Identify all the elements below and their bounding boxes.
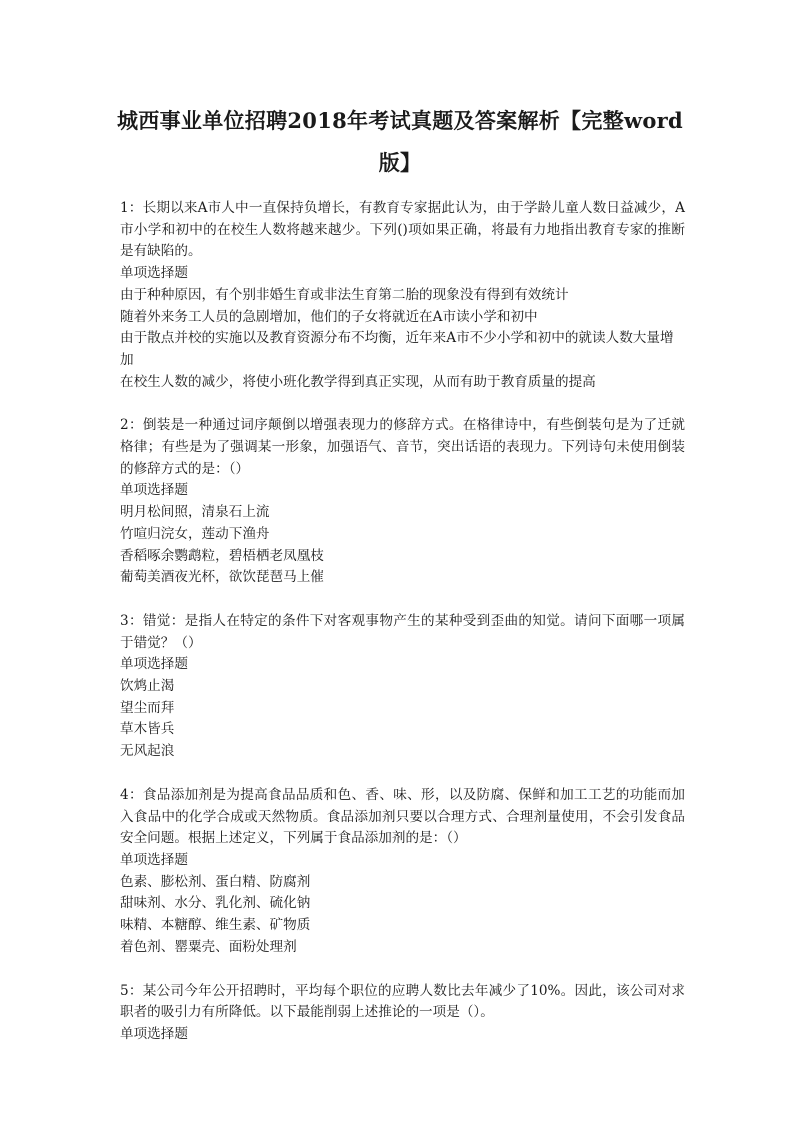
- question-list: [120, 198, 685, 1068]
- option-c: 香稻啄余鹦鹉粒，碧梧栖老凤凰枝: [120, 547, 324, 564]
- option-b: 竹喧归浣女，莲动下渔舟: [120, 525, 270, 542]
- option-d: 葡萄美酒夜光杯，欲饮琵琶马上催: [120, 569, 324, 586]
- question-4: [120, 785, 685, 959]
- option-c: 草木皆兵: [120, 721, 175, 738]
- option-a: 色素、膨松剂、蛋白精、防腐剂: [120, 873, 311, 890]
- option-b: 望尘而拜: [120, 699, 175, 716]
- question-type-label: 单项选择题: [120, 482, 188, 499]
- option-c: 味精、本糖醇、维生素、矿物质: [120, 917, 311, 934]
- document-title: 城西事业单位招聘2018年考试真题及答案解析【完整word版】: [117, 108, 683, 175]
- option-b: 随着外来务工人员的急剧增加，他们的子女将就近在A市读小学和初中: [120, 308, 538, 325]
- question-1: [120, 198, 685, 393]
- question-type-label: 单项选择题: [120, 265, 188, 282]
- option-d: 着色剂、罂粟壳、面粉处理剂: [120, 938, 297, 955]
- question-2: [120, 415, 685, 589]
- question-5: [120, 981, 685, 1046]
- option-c: 由于散点并校的实施以及教育资源分布不均衡，近年来A市不少小学和初中的就读人数大量增加: [120, 330, 674, 368]
- question-text: 2：倒装是一种通过词序颠倒以增强表现力的修辞方式。在格律诗中，有些倒装句是为了迁就格律；有些是为了强调某一形象，加强语气、音节，突出话语的表现力。下列诗句未使用倒装的修辞方式的是：（）: [120, 417, 685, 477]
- question-type-label: 单项选择题: [120, 1025, 188, 1042]
- option-b: 甜味剂、水分、乳化剂、硫化钠: [120, 895, 311, 912]
- option-d: 在校生人数的减少，将使小班化教学得到真正实现，从而有助于教育质量的提高: [120, 373, 596, 390]
- question-text: 3：错觉：是指人在特定的条件下对客观事物产生的某种受到歪曲的知觉。请问下面哪一项属于错觉？（）: [120, 612, 685, 651]
- option-a: 饮鸩止渴: [120, 678, 175, 695]
- question-text: 4：食品添加剂是为提高食品品质和色、香、味、形，以及防腐、保鲜和加工工艺的功能而加入食品中的化学合成或天然物质。食品添加剂只要以合理方式、合理剂量使用，不会引发食品安全问题。根据上述定义，下列属于食品添加剂的是：（）: [120, 786, 685, 847]
- question-type-label: 单项选择题: [120, 851, 188, 868]
- option-a: 由于种种原因，有个别非婚生育或非法生育第二胎的现象没有得到有效统计: [120, 286, 569, 303]
- option-d: 无风起浪: [120, 743, 175, 760]
- question-type-label: 单项选择题: [120, 656, 188, 673]
- question-text: 5：某公司今年公开招聘时，平均每个职位的应聘人数比去年减少了10%。因此，该公司对求职者的吸引力有所降低。以下最能削弱上述推论的一项是（）。: [120, 982, 685, 1021]
- option-a: 明月松间照，清泉石上流: [120, 504, 270, 521]
- question-text: 1：长期以来A市人中一直保持负增长，有教育专家据此认为，由于学龄儿童人数日益减少，A市小学和初中的在校生人数将越来越少。下列()项如果正确，将最有力地指出教育专家的推断是有缺陷的。: [120, 200, 685, 260]
- question-3: [120, 611, 685, 763]
